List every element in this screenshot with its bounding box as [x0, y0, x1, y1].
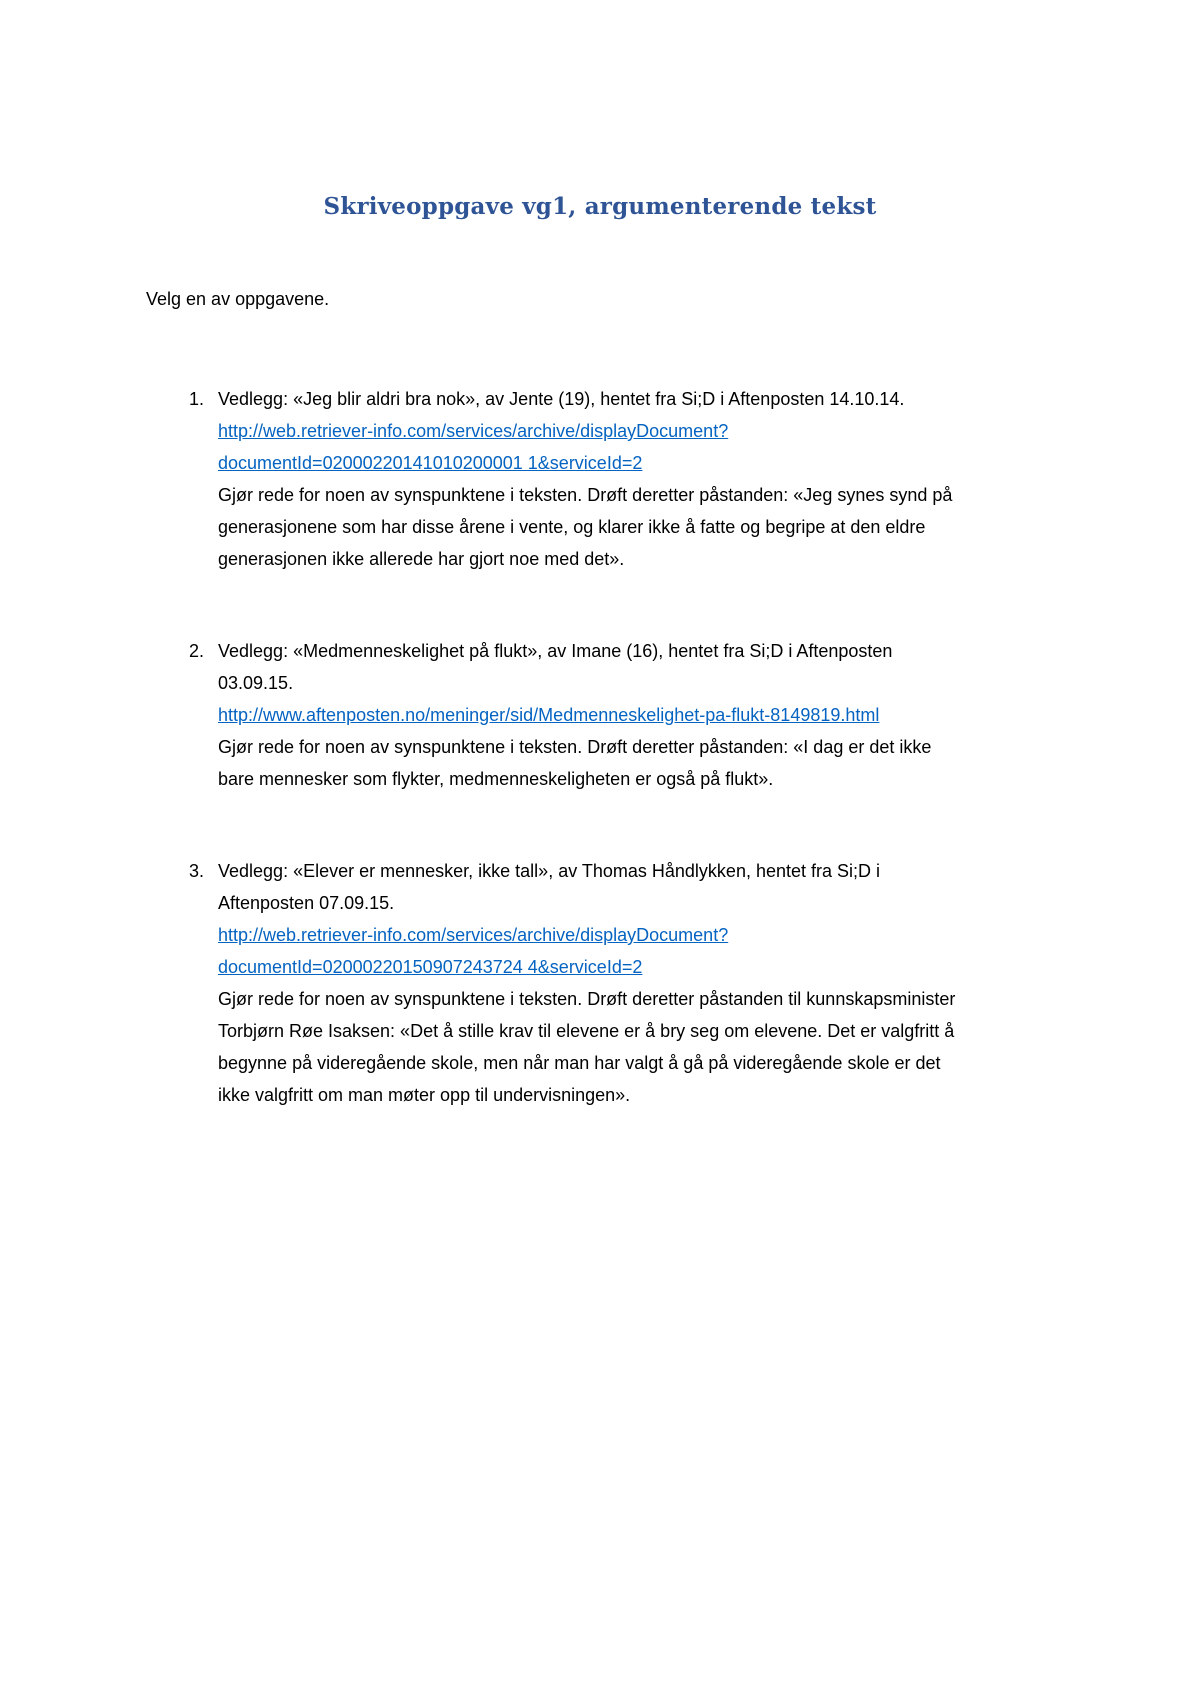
task-prompt-line: generasjonen ikke allerede har gjort noe med det». [218, 549, 625, 569]
task-prompt-line: ikke valgfritt om man møter opp til undervisningen». [218, 1085, 631, 1105]
task-body [218, 383, 1078, 575]
intro-text: Velg en av oppgavene. [146, 289, 330, 309]
task-prompt-line: Gjør rede for noen av synspunktene i teksten. Drøft deretter påstanden til kunnskapsminister [218, 989, 956, 1009]
task-prompt-line: Torbjørn Røe Isaksen: «Det å stille krav til elevene er å bry seg om elevene. Det er valgfritt å [218, 1021, 955, 1041]
attachment-link[interactable]: http://web.retriever-info.com/services/archive/displayDocument? [218, 421, 729, 441]
attachment-link[interactable]: http://www.aftenposten.no/meninger/sid/Medmenneskelighet-pa-flukt-8149819.html [218, 705, 880, 725]
attachment-text: Vedlegg: «Elever er mennesker, ikke tall», av Thomas Håndlykken, hentet fra Si;D i [218, 861, 881, 881]
attachment-link[interactable]: http://web.retriever-info.com/services/archive/displayDocument? [218, 925, 729, 945]
attachment-text: Vedlegg: «Medmenneskelighet på flukt», av Imane (16), hentet fra Si;D i Aftenposten [218, 641, 893, 661]
attachment-link[interactable]: documentId=02000220141010200001 1&serviceId=2 [218, 453, 643, 473]
task-body [218, 635, 1078, 795]
task-prompt-line: begynne på videregående skole, men når man har valgt å gå på videregående skole er det [218, 1053, 941, 1073]
attachment-text: Aftenposten 07.09.15. [218, 893, 395, 913]
task-prompt-line: Gjør rede for noen av synspunktene i teksten. Drøft deretter påstanden: «Jeg synes synd på [218, 485, 953, 505]
task-number: 1. [188, 389, 204, 409]
task-body [218, 855, 1078, 1111]
task-prompt-line: bare mennesker som flykter, medmenneskeligheten er også på flukt». [218, 769, 774, 789]
task-prompt-line: Gjør rede for noen av synspunktene i teksten. Drøft deretter påstanden: «I dag er det ikke [218, 737, 932, 757]
attachment-link[interactable]: documentId=02000220150907243724 4&serviceId=2 [218, 957, 643, 977]
task-prompt-line: generasjonene som har disse årene i vente, og klarer ikke å fatte og begripe at den eldre [218, 517, 926, 537]
task-number: 2. [188, 641, 204, 661]
attachment-text: Vedlegg: «Jeg blir aldri bra nok», av Jente (19), hentet fra Si;D i Aftenposten 14.10.14. [218, 389, 905, 409]
document-title: Skriveoppgave vg1, argumenterende tekst [323, 193, 877, 220]
task-number: 3. [188, 861, 204, 881]
attachment-text: 03.09.15. [218, 673, 294, 693]
